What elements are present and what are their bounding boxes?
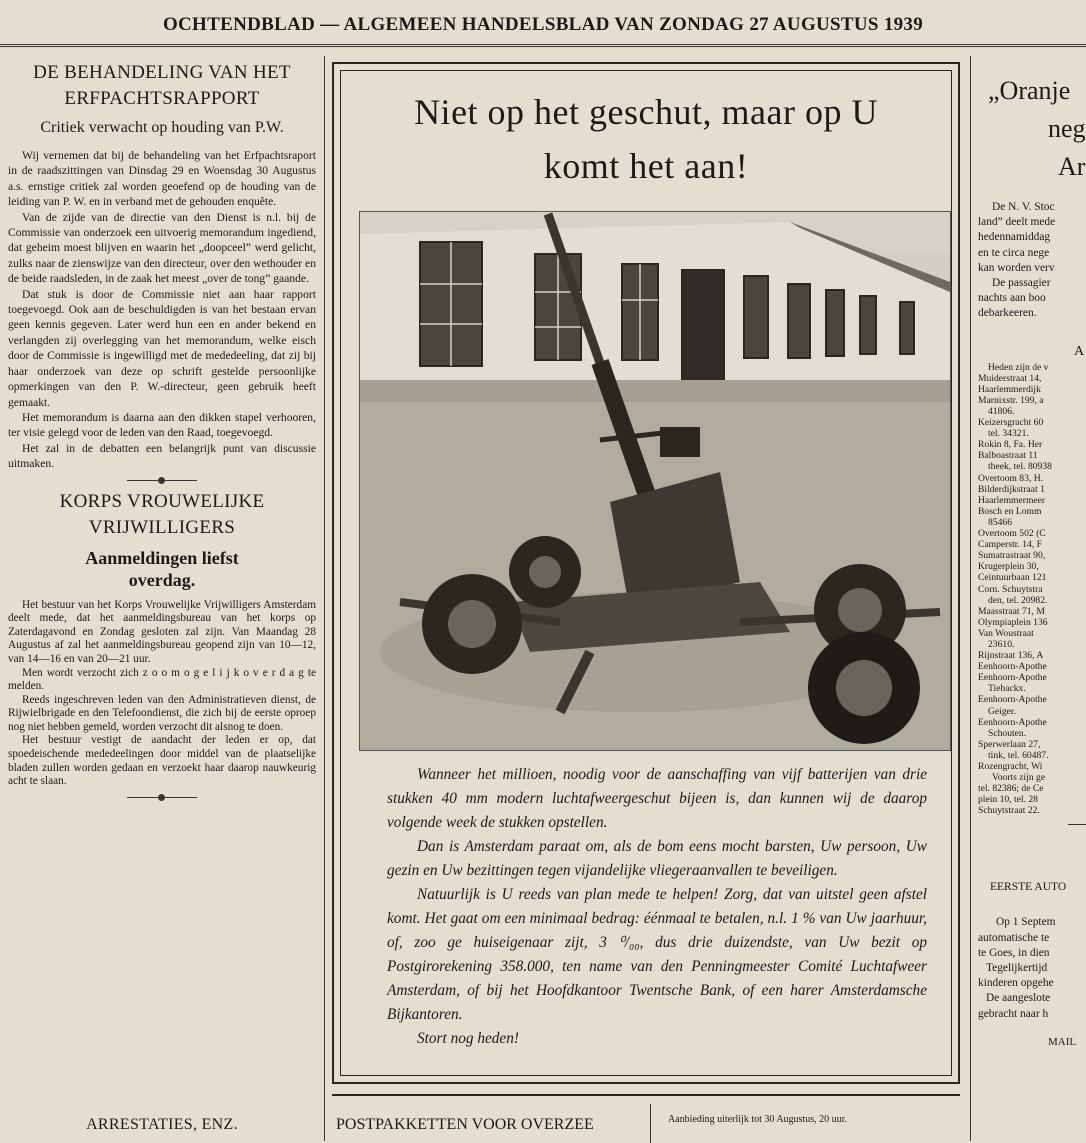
pharmacy-list-item: Camperstr. 14, F xyxy=(978,539,1042,551)
pharmacy-list-item: Sperwerlaan 27, xyxy=(978,738,1041,750)
pharmacy-list-item: Bilderdijkstraat 1 xyxy=(978,483,1045,495)
pharmacy-list-item: Schuytstraat 22. xyxy=(978,805,1040,817)
advertisement-headline xyxy=(341,85,951,193)
left-column xyxy=(8,60,316,806)
article-arrestaties-headline: ARRESTATIES, ENZ. xyxy=(86,1116,238,1133)
text-line: land” deelt mede xyxy=(978,216,1056,229)
text-line: hedennamiddag xyxy=(978,231,1051,244)
section-heading: A xyxy=(1074,343,1085,359)
pharmacy-list-item: Eenhoorn-Apothe xyxy=(978,716,1047,728)
pharmacy-list-item: tel. 82386; de Ce xyxy=(978,783,1044,795)
ornament-divider xyxy=(127,797,197,798)
paragraph: Dat stuk is door de Commissie niet aan haar rapport toegevoegd. Ook aan de beschuldigden is van het bestaan ervan geen kennis gegeven. Later werd hun een en ander bekend en verlangden zij overlegging van het memorandum, welke eisch door de Commissie is ingewilligd met de mededeeling, dat zij bij haar onderzoek van deze op schrift gestelde persoonlijke opmerkingen van den P. W.-directeur, geen gebruik heeft gemaakt. xyxy=(8,287,316,409)
pharmacy-list-item: Eenhoorn-Apothe xyxy=(978,661,1047,673)
pharmacy-list-item: Van Woustraat xyxy=(978,627,1034,639)
pharmacy-list xyxy=(978,362,1086,817)
pharmacy-list-item: Overtoom 83, H. xyxy=(978,472,1044,484)
anti-aircraft-gun-photo xyxy=(359,211,951,751)
article-korps-headline: KORPS VROUWELIJKE VRIJWILLIGERS xyxy=(59,490,265,538)
right-headline xyxy=(978,72,1086,186)
ad-paragraph: Dan is Amsterdam paraat om, als de bom eens mocht barsten, Uw persoon, Uw gezin en Uw bezittingen tegen vijandelijke vliegeraanvallen te beveiligen. xyxy=(387,838,927,879)
section-2-body xyxy=(978,915,1086,1021)
mail-heading: MAIL xyxy=(1048,1035,1077,1048)
advertisement-box xyxy=(332,62,960,1084)
headline-line: „Oranje xyxy=(988,76,1071,105)
article-erfpacht-subhead: Critiek verwacht op houding van P.W. xyxy=(40,119,284,136)
text-line: Tegelijkertijd xyxy=(986,962,1048,975)
text-line: gebracht naar h xyxy=(978,1007,1049,1020)
pharmacy-list-item: Schouten. xyxy=(988,727,1027,739)
text-line: Op 1 Septem xyxy=(996,916,1056,929)
text-line: kan worden verv xyxy=(978,261,1055,274)
pharmacy-list-item: Bosch en Lomm xyxy=(978,505,1042,517)
paragraph: Het memorandum is daarna aan den dikken stapel verhooren, ter visie gelegd voor de leden van den Raad, toegevoegd. xyxy=(8,410,316,440)
paragraph: Van de zijde van de directie van den Dienst is n.l. bij de Commissie van onderzoek een uitvoerig memorandum ingediend, dat geheim moest blijven en waarin het „doopceel” werd gelicht, zulks naar de zienswijze van den directeur, over den wethouder en de beide raadsleden, in de zaak het meest „over de tong” gaande. xyxy=(8,210,316,286)
pharmacy-list-item: Sumatrastraat 90, xyxy=(978,550,1046,562)
article-korps-body xyxy=(8,599,316,789)
ad-call-to-action: Stort nog heden! xyxy=(417,1030,519,1047)
pharmacy-list-item: tel. 34321. xyxy=(988,428,1029,440)
pharmacy-list-item: Corn. Schuytstra xyxy=(978,583,1043,595)
pharmacy-list-item: Krugerplein 30, xyxy=(978,561,1039,573)
gun-photo-illustration xyxy=(360,212,950,750)
pharmacy-list-item: 41806. xyxy=(988,406,1015,417)
pharmacy-list-item: Ceintuurbaan 121 xyxy=(978,572,1047,584)
article-erfpacht-body xyxy=(8,148,316,472)
masthead xyxy=(0,0,1086,47)
pharmacy-list-item: Voorts zijn ge xyxy=(992,772,1046,784)
text-line: te Goes, in dien xyxy=(978,946,1050,959)
pharmacy-list-item: 23610. xyxy=(988,638,1015,650)
headline-line: Ar xyxy=(1058,152,1086,181)
pharmacy-list-item: Rozengracht, Wi xyxy=(978,761,1043,772)
text-line: De N. V. Stoc xyxy=(992,201,1055,213)
pharmacy-list-item: Geiger. xyxy=(988,705,1016,717)
pharmacy-list-item: Olympiaplein 136 xyxy=(978,616,1048,628)
pharmacy-list-item: den, tel. 20982. xyxy=(988,594,1048,606)
headline-line: neg xyxy=(1048,114,1086,143)
paragraph: Men wordt verzocht zich z o o m o g e l i j k o v e r d a g te melden. xyxy=(8,666,316,693)
pharmacy-list-item: Eenhoorn-Apothe xyxy=(978,672,1047,684)
column-rule-left xyxy=(324,56,325,1141)
pharmacy-list-item: Haarlemmerdijk xyxy=(978,383,1041,395)
pharmacy-list-item: 85466 xyxy=(988,516,1012,528)
bottom-article xyxy=(332,1094,960,1143)
pharmacy-list-item: Overtoom 502 (C xyxy=(978,528,1046,540)
paragraph: Reeds ingeschreven leden van den Administratieven dienst, de Rijwielbrigade en den Telefoondienst, die zich bij de eerste oproep nog niet hebben gemeld, worden verzocht dit alsnog te doen. xyxy=(8,693,316,733)
article-erfpacht-headline: DE BEHANDELING VAN HET ERFPACHTSRAPPORT xyxy=(33,62,291,109)
text-line: nachts aan boo xyxy=(978,292,1046,305)
newspaper-title: OCHTENDBLAD — ALGEMEEN HANDELSBLAD VAN ZONDAG 27 AUGUSTUS 1939 xyxy=(162,14,924,35)
text-line: De passagier xyxy=(992,277,1051,290)
bottom-column-rule xyxy=(650,1104,651,1143)
pharmacy-list-item: Muiderstraat 14, xyxy=(978,372,1042,384)
section-2-heading: EERSTE AUTO xyxy=(990,881,1067,894)
pharmacy-list-item: Heden zijn de v xyxy=(988,361,1049,373)
ad-paragraph: Natuurlijk is U reeds van plan mede te helpen! Zorg, dat van uitstel geen afstel komt. Het gaat om een minimaal bedrag: éénmaal te betalen, n.l. 1 % van Uw jaarhuur, of, zoo ge huiseigenaar zijt, 3 ⁰/₀₀, dus drie duizendste, van Uw bezit op Postgirorekening 358.000, ten name van den Penningmeester Comité Luchtafweer Amsterdam, of bij het Hoofdkantoor Twentsche Bank, of een harer Amsterdamsche Bijkantoren. xyxy=(387,886,927,1023)
text-line: en te circa nege xyxy=(978,246,1050,259)
pharmacy-list-item: Maasstraat 71, M xyxy=(978,605,1045,617)
column-rule-right xyxy=(970,56,971,1141)
text-line: De aangeslote xyxy=(986,992,1051,1005)
text-line: kinderen opgehe xyxy=(978,977,1054,990)
article-korps-subhead: Aanmeldingen liefst overdag. xyxy=(85,547,239,590)
ad-paragraph: Wanneer het millioen, noodig voor de aanschaffing van vijf batterijen van drie stukken 40 mm modern luchtafweergeschut bijeen is, dan kunnen wij de daarop volgende week de stukken opstellen. xyxy=(387,766,927,831)
postpakketten-headline: POSTPAKKETTEN VOOR OVERZEE xyxy=(336,1116,594,1133)
paragraph: Het bestuur vestigt de aandacht der leden er op, dat spoedeischende mededeelingen door middel van de plaatselijke bladen zullen worden gedaan en verzoekt haar daarop nauwkeurig acht te slaan. xyxy=(8,734,316,788)
text-line: automatische te xyxy=(978,931,1050,944)
paragraph: Het zal in de debatten een belangrijk punt van discussie uitmaken. xyxy=(8,441,316,471)
pharmacy-list-item: Marnixstr. 199, a xyxy=(978,394,1044,406)
right-intro xyxy=(978,200,1086,322)
pharmacy-list-item: plein 10, tel. 28 xyxy=(978,794,1038,806)
pharmacy-list-item: Eenhoorn-Apothe xyxy=(978,694,1047,706)
pharmacy-list-item: tink, tel. 60487. xyxy=(988,749,1049,761)
paragraph: Wij vernemen dat bij de behandeling van het Erfpachtsraport in de raadszittingen van Dinsdag 29 en Woensdag 30 Augustus a.s. ernstige critiek zal worden geoefend op de houding van de leiding van P. W. en in verband met de gehouden enquête. xyxy=(8,149,316,209)
right-column xyxy=(978,60,1086,1141)
pharmacy-list-item: Rokin 8, Fa. Her xyxy=(978,439,1043,451)
ornament-divider xyxy=(127,480,197,481)
headline-line-2: komt het aan! xyxy=(543,146,749,186)
advertisement-body xyxy=(387,763,927,1051)
text-line: debarkeeren. xyxy=(978,307,1037,320)
pharmacy-list-item: Balboastraat 11 xyxy=(978,450,1038,462)
paragraph: Het bestuur van het Korps Vrouwelijke Vrijwilligers Amsterdam deelt mede, dat het aanmeldingsbureau van het korps op Zaterdagavond en Zondag gesloten zal zijn. Van Maandag 28 Augustus af zal het aanmeldingsbureau geopend zijn van 10—12, van 14—16 en van 20—21 uur. xyxy=(8,598,316,665)
pharmacy-list-item: Keizersgracht 60 xyxy=(978,417,1044,429)
pharmacy-list-item: Rijnstraat 136, A xyxy=(978,650,1044,662)
postpakketten-text: Aanbieding uiterlijk tot 30 Augustus, 20 uur. xyxy=(668,1114,847,1125)
pharmacy-list-item: theek, tel. 80938 xyxy=(988,461,1052,473)
advertisement-inner-border xyxy=(340,70,952,1076)
headline-line-1: Niet op het geschut, maar op U xyxy=(414,92,878,132)
pharmacy-list-item: Haarlemmermeer xyxy=(978,494,1046,506)
pharmacy-list-item: Tiebackx. xyxy=(988,683,1026,695)
divider xyxy=(1068,824,1086,825)
